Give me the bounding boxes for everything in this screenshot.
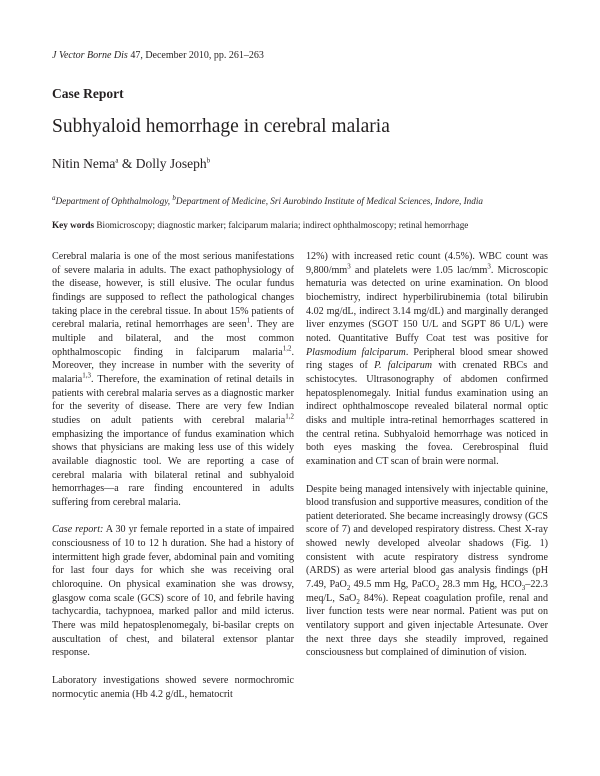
text-run: 49.5 mm Hg, PaCO bbox=[350, 579, 436, 591]
text-run: . Moreover, they increase in number with the severity of malaria bbox=[52, 346, 294, 385]
subscript: 2 bbox=[356, 597, 360, 606]
author-separator: & bbox=[118, 156, 136, 171]
article-title: Subhyaloid hemorrhage in cerebral malaria bbox=[52, 116, 390, 137]
text-run: . Therefore, the examination of retinal details in patients with cerebral malaria serves as a diagnostic marker for the severity of disease. There are very few Indian studies on adult patients with cerebral malaria bbox=[52, 373, 294, 426]
intro-paragraph bbox=[52, 250, 294, 509]
author-2: Dolly Joseph bbox=[135, 156, 207, 171]
author-1: Nitin Nema bbox=[52, 156, 116, 171]
subscript: 3 bbox=[521, 584, 526, 593]
lab-results-paragraph bbox=[306, 250, 548, 469]
text-run: . They are multiple and bilateral, and the most common ophthalmoscopic finding in falciparum malaria bbox=[52, 319, 294, 358]
citation-mark: 1,2 bbox=[282, 344, 292, 353]
text-run: 84%). Repeat coagulation profile, renal and liver function tests were near normal. Patient was put on ventilatory support and given injectable Artesunate. Over the next three days she steadily improved, regained consciousness but complained of diminution of vision. bbox=[306, 592, 548, 659]
affil-a: Department of Ophthalmology, bbox=[55, 196, 171, 206]
text-run: –22.3 meq/L, SaO bbox=[306, 579, 548, 604]
text-run: Despite being managed intensively with injectable quinine, blood transfusion and supportive measures, condition of the patient deteriorated. She became increasingly drowsy (GCS score of 7) and developed respiratory distress. Chest X-ray showed newly developed alveolar shadows (Fig. 1) consistent with acute respiratory distress syndrome (ARDS) as were arterial blood gas analysis findings (pH 7.49, PaO bbox=[306, 483, 548, 591]
management-paragraph bbox=[306, 483, 548, 661]
superscript: 3 bbox=[487, 262, 491, 271]
author-2-affil-mark: b bbox=[206, 156, 211, 165]
case-report-paragraph bbox=[52, 523, 294, 660]
keywords-label: Key words bbox=[52, 220, 95, 230]
left-column bbox=[52, 250, 294, 701]
text-run: emphasizing the importance of fundus examination which shows that physicians are making less use of this widely available diagnostic tool. We are reporting a case of cerebral malaria with bilateral retinal and subhyaloid hemorrhages—a rare finding encountered in adults suffering from cerebral malaria. bbox=[52, 428, 294, 508]
subscript: 2 bbox=[346, 584, 351, 593]
subscript: 2 bbox=[435, 584, 440, 593]
author-list bbox=[52, 156, 210, 172]
text-run: . Microscopic hematuria was detected on urine examination. On blood biochemistry, indirect hyperbilirubinemia (total bilirubin 4.02 mg/dL, indirect 3.14 mg/dL) and marginally deranged liver enzymes (SGOT 150 U/L and SGPT 86 U/L) were noted. Quantitative Buffy Coat test was positive for bbox=[306, 264, 548, 344]
citation-mark: 1 bbox=[246, 316, 251, 325]
text-run: 28.3 mm Hg, HCO bbox=[439, 579, 522, 591]
keywords bbox=[52, 220, 552, 230]
affiliations bbox=[52, 193, 548, 206]
lab-paragraph: Laboratory investigations showed severe normochromic normocytic anemia (Hb 4.2 g/dL, hematocrit bbox=[52, 675, 294, 700]
affil-b: Department of Medicine, Sri Aurobindo Institute of Medical Sciences, Indore, India bbox=[175, 196, 484, 206]
text-run: with crenated RBCs and schistocytes. Ultrasonography of abdomen confirmed hepatosplenomegaly. Initial fundus examination using an indirect ophthalmoscope revealed bilateral normal optic disks and multiple intra-retinal hemorrhages scattered in the central retina. Subhyaloid hemorrhage was noticed in both eyes masking the fovea. Cerebrospinal fluid examination and CT scan of brain were normal. bbox=[306, 360, 548, 467]
species-name: Plasmodium falciparum bbox=[306, 346, 406, 358]
case-report-label: Case report: bbox=[52, 524, 104, 536]
citation-mark: 1,3 bbox=[82, 371, 92, 380]
keywords-text: Biomicroscopy; diagnostic marker; falciparum malaria; indirect ophthalmoscopy; retinal hemorrhage bbox=[96, 220, 469, 230]
right-column bbox=[306, 250, 548, 660]
affil-a-mark: a bbox=[52, 193, 56, 202]
journal-name: J Vector Borne Dis bbox=[52, 50, 128, 61]
text-run: 12%) with increased retic count (4.5%). WBC count was 9,800/mm bbox=[306, 251, 548, 276]
affil-b-mark: b bbox=[172, 193, 176, 202]
journal-citation bbox=[52, 50, 264, 61]
species-name: P. falciparum bbox=[374, 360, 433, 372]
citation-mark: 1,2 bbox=[285, 412, 294, 421]
superscript: 3 bbox=[347, 262, 351, 271]
section-heading: Case Report bbox=[52, 86, 124, 101]
text-run: Cerebral malaria is one of the most serious manifestations of severe malaria in adults. The exact pathophysiology of the disease, however, is still elusive. The ocular fundus findings are supposed to reflect the pathological changes taking place in the cerebral tissue. In about 15% patients of cerebral malaria, retinal hemorrhages are seen bbox=[52, 251, 294, 331]
journal-info: 47, December 2010, pp. 261–263 bbox=[130, 50, 264, 61]
text-run: A 30 yr female reported in a state of impaired consciousness of 10 to 12 h duration. She had a history of intermittent high grade fever, abdominal pain and vomiting for last four days for which she was receiving oral chloroquine. On physical examination she was drowsy, glasgow coma scale (GCS) score of 10, and febrile having tachycardia, tachypnoea, marked pallor and mild icterus. There was mild hepatosplenomegaly, bi-basilar crepts on auscultation of chest, and bilateral extensor plantar response. bbox=[52, 524, 295, 659]
text-run: and platelets were 1.05 lac/mm bbox=[350, 264, 488, 276]
text-run: . Peripheral blood smear showed ring stages of bbox=[306, 346, 548, 372]
author-1-affil-mark: a bbox=[115, 156, 119, 165]
